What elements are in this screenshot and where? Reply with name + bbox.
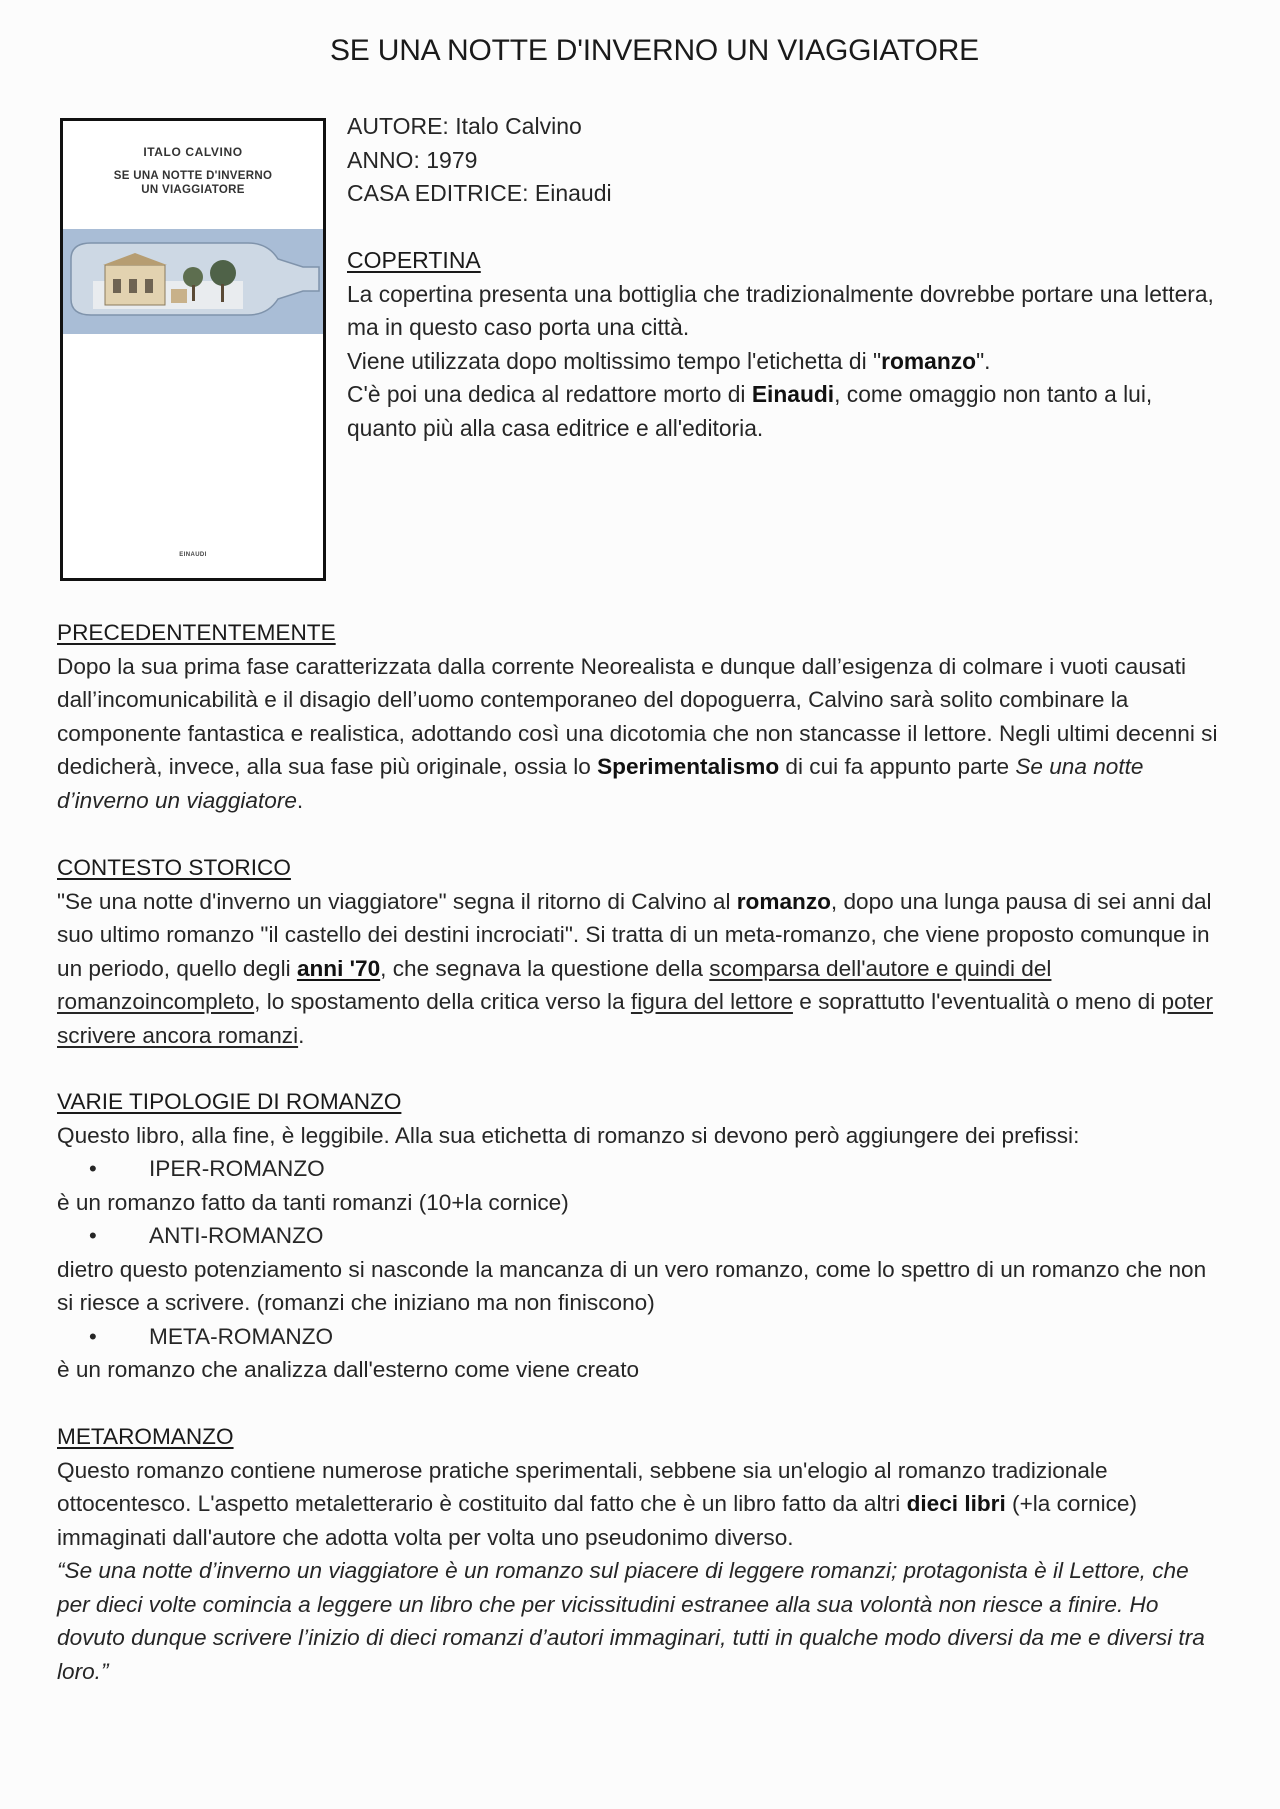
list-item: • ANTI-ROMANZO [57, 1219, 1227, 1253]
book-meta [347, 110, 1227, 211]
page-title: SE UNA NOTTE D'INVERNO UN VIAGGIATORE [330, 34, 979, 67]
copertina-text: La copertina presenta una bottiglia che tradizionalmente dovrebbe portare una lettera, ma in questo caso porta una città. Viene utilizzata dopo moltissimo tempo l'etichetta di "romanzo". C'è poi una dedica al redattore morto di Einaudi, come omaggio non tanto a lui, quanto più alla casa editrice e all'editoria. [347, 280, 1214, 441]
section-tipologie [57, 1085, 1227, 1387]
list-item: • IPER-ROMANZO [57, 1152, 1227, 1186]
list-item: • META-ROMANZO [57, 1320, 1227, 1354]
metaromanzo-text: Questo romanzo contiene numerose pratiche sperimentali, sebbene sia un'elogio al romanzo tradizionale ottocentesco. L'aspetto metaletterario è costituito dal fatto che è un libro fatto da altri dieci libri (+la cornice) immaginati dall'autore che adotta volta per volta uno pseudonimo diverso. [57, 1457, 1137, 1550]
metaromanzo-quote: “Se una notte d’inverno un viaggiatore è un romanzo sul piacere di leggere romanzi; protagonista è il Lettore, che per dieci volte comincia a leggere un libro che per vicissitudini estranee alla sua volontà non riesce a finire. Ho dovuto dunque scrivere l’inizio di dieci romanzi d’autori immaginari, tutti in qualche modo diversi da me e diversi tra loro.” [57, 1558, 1205, 1684]
list-item-desc: è un romanzo che analizza dall'esterno come viene creato [57, 1357, 640, 1382]
book-cover-image [60, 118, 326, 581]
meta-author: AUTORE: Italo Calvino [347, 113, 582, 139]
precedentemente-heading: PRECEDENTENTEMENTE [57, 620, 336, 645]
section-contesto-storico [57, 851, 1227, 1052]
cover-title: SE UNA NOTTE D'INVERNO UN VIAGGIATORE [113, 170, 273, 196]
tipologie-intro: Questo libro, alla fine, è leggibile. Alla sua etichetta di romanzo si devono però aggiungere dei prefissi: [57, 1122, 1080, 1148]
copertina-heading: COPERTINA [347, 247, 481, 273]
bottle-illustration [63, 229, 323, 339]
contesto-heading: CONTESTO STORICO [57, 855, 291, 880]
metaromanzo-heading: METAROMANZO [57, 1424, 234, 1449]
contesto-text: "Se una notte d'inverno un viaggiatore" segna il ritorno di Calvino al romanzo, dopo una lunga pausa di sei anni dal suo ultimo romanzo "il castello dei destini incrociati". Si tratta di un meta-romanzo, che viene proposto comunque in un periodo, quello degli anni '70, che segnava la questione della scomparsa dell'autore e quindi del romanzoincompleto, lo spostamento della critica verso la figura del lettore e soprattutto l'eventualità o meno di poter scrivere ancora romanzi. [57, 888, 1214, 1048]
list-item-desc: è un romanzo fatto da tanti romanzi (10+la cornice) [57, 1189, 569, 1215]
precedentemente-text: Dopo la sua prima fase caratterizzata dalla corrente Neorealista e dunque dall’esigenza di colmare i vuoti causati dall’incomunicabilità e il disagio dell’uomo contemporaneo del dopoguerra, Calvino sarà solito combinare la componente fantastica e realistica, adottando così una dicotomia che non stancasse il lettore. Negli ultimi decenni si dedicherà, invece, alla sua fase più originale, ossia lo Sperimentalismo di cui fa appunto parte Se una notte d’inverno un viaggiatore. [57, 653, 1218, 813]
cover-publisher: EINAUDI [179, 552, 207, 558]
meta-year: ANNO: 1979 [347, 146, 478, 173]
section-metaromanzo [57, 1420, 1227, 1688]
book-info [347, 110, 1227, 445]
tipologie-heading: VARIE TIPOLOGIE DI ROMANZO [57, 1089, 402, 1114]
meta-publisher: CASA EDITRICE: Einaudi [347, 180, 612, 206]
list-item-desc: dietro questo potenziamento si nasconde la mancanza di un vero romanzo, come lo spettro di un romanzo che non si riesce a scrivere. (romanzi che iniziano ma non finiscono) [57, 1256, 1207, 1315]
cover-author: ITALO CALVINO [143, 145, 243, 159]
section-precedentemente [57, 616, 1227, 817]
